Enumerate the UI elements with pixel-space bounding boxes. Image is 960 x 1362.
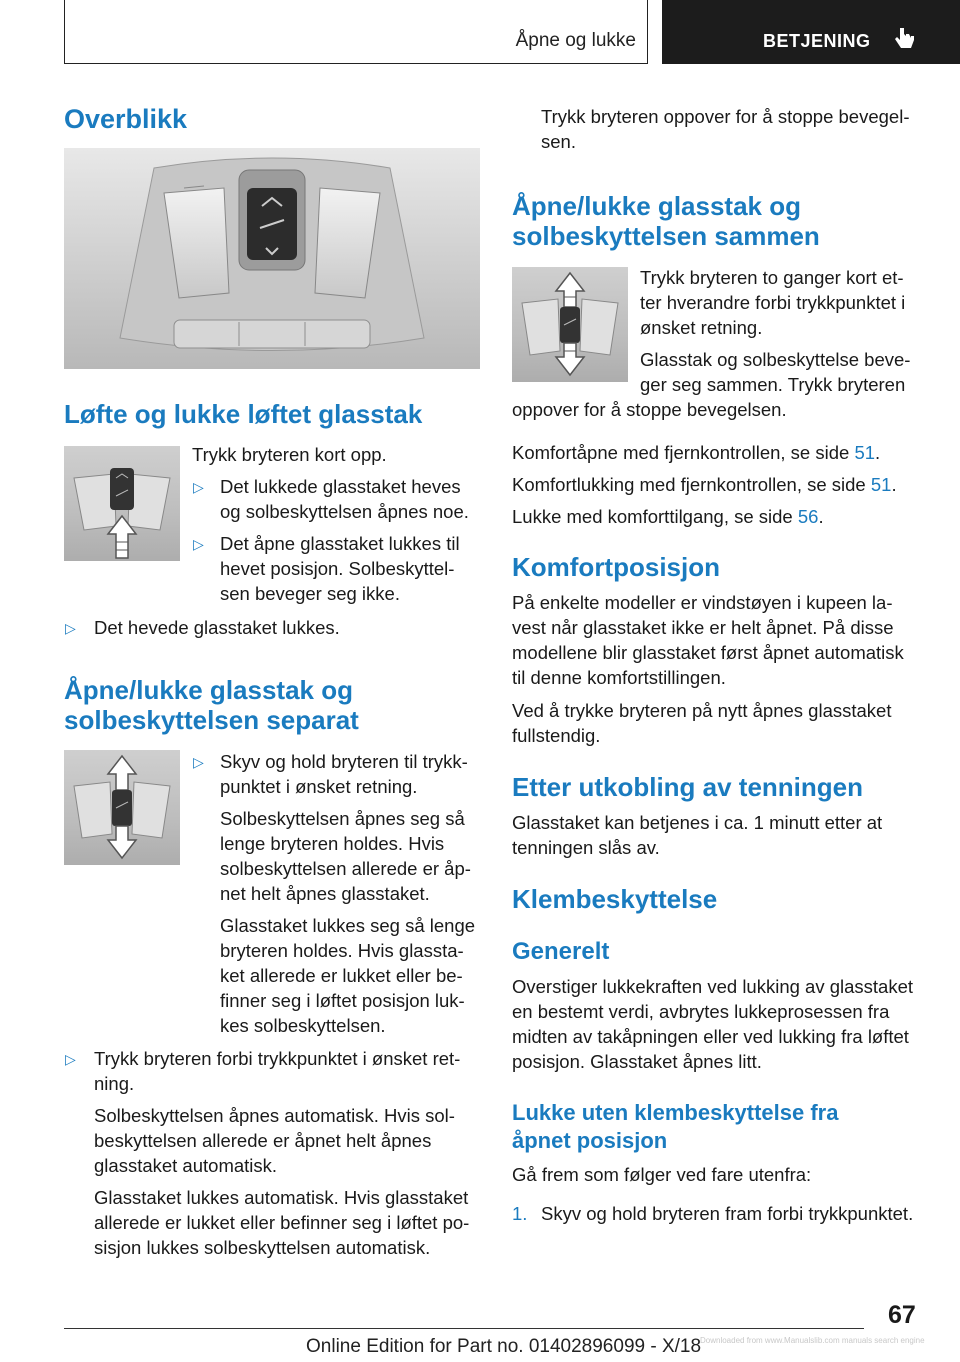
separate-bullet-1-line-1: Skyv og hold bryteren til trykk- xyxy=(220,751,468,772)
ref-comfort-open-text: Komfortåpne med fjernkontrollen, se side xyxy=(512,442,855,463)
close-intro: Gå frem som følger ved fare utenfra: xyxy=(512,1164,812,1185)
together-line-3: ønsket retning. xyxy=(640,317,763,338)
separate-switch-figure xyxy=(64,750,180,865)
heading-together-line-1: Åpne/lukke glasstak og xyxy=(512,191,801,221)
together-line-4: Glasstak og solbeskyttelse beve- xyxy=(640,349,911,370)
separate-para-2-line-1: Glasstaket lukkes seg så lenge xyxy=(220,915,476,936)
ref-comfort-close-text: Komfortlukking med fjernkontrollen, se side xyxy=(512,474,871,495)
general-line-3: midten av takåpningen eller ved lukking fra løftet xyxy=(512,1026,909,1047)
step-1-text: Skyv og hold bryteren fram forbi trykkpunktet. xyxy=(541,1203,914,1224)
footer-divider xyxy=(64,1328,864,1329)
separate-para-2-line-4: finner seg i løftet posisjon luk- xyxy=(220,990,465,1011)
heading-together-line-2: solbeskyttelsen sammen xyxy=(512,221,820,251)
ref-comfort-access: Lukke med komforttilgang, se side 56. xyxy=(512,506,824,527)
general-line-4: posisjon. Glasstaket åpnes litt. xyxy=(512,1051,762,1072)
separate-para-1-line-3: solbeskyttelsen allerede er åp- xyxy=(220,858,471,879)
separate-para-3-line-3: glasstaket automatisk. xyxy=(94,1155,278,1176)
heading-pinch-protection: Klembeskyttelse xyxy=(512,884,718,914)
ref-comfort-close-link[interactable]: 51 xyxy=(870,474,892,495)
bullet-triangle-icon: ▷ xyxy=(65,1051,76,1067)
heading-separate-line-2: solbeskyttelsen separat xyxy=(64,705,359,735)
separate-bullet-2-line-2: ning. xyxy=(94,1073,135,1094)
lift-bullet-3: Det hevede glasstaket lukkes. xyxy=(94,617,340,638)
ref-comfort-open-link[interactable]: 51 xyxy=(854,442,876,463)
comfort-line-6: fullstendig. xyxy=(512,725,601,746)
ref-comfort-open: Komfortåpne med fjernkontrollen, se side 51. xyxy=(512,442,881,463)
together-line-2: ter hverandre forbi trykkpunktet i xyxy=(640,292,906,313)
after-line-2: tenningen slås av. xyxy=(512,837,660,858)
together-line-1: Trykk bryteren to ganger kort et- xyxy=(640,267,904,288)
footer-edition: Online Edition for Part no. 01402896099 - X/18 xyxy=(306,1336,702,1357)
lift-bullet-2-line-3: sen beveger seg ikke. xyxy=(220,583,400,604)
bullet-triangle-icon: ▷ xyxy=(193,479,204,495)
hand-pointer-icon xyxy=(894,26,916,52)
lift-bullet-1-line-2: og solbeskyttelsen åpnes noe. xyxy=(220,501,469,522)
bullet-triangle-icon: ▷ xyxy=(193,754,204,770)
separate-para-4-line-2: allerede er lukket eller befinner seg i løftet po- xyxy=(94,1212,470,1233)
heading-close-without-line-1: Lukke uten klembeskyttelse fra xyxy=(512,1100,839,1125)
heading-lift: Løfte og lukke løftet glasstak xyxy=(64,399,423,429)
separate-para-1-line-2: lenge bryteren holdes. Hvis xyxy=(220,833,445,854)
header-chapter-tab[interactable] xyxy=(662,0,960,64)
lift-bullet-2-line-2: hevet posisjon. Solbeskyttel- xyxy=(220,558,455,579)
footer-watermark: Downloaded from www.Manualslib.com manuals search engine xyxy=(700,1336,925,1345)
comfort-line-1: På enkelte modeller er vindstøyen i kupeen la- xyxy=(512,592,893,613)
lift-intro: Trykk bryteren kort opp. xyxy=(192,444,387,465)
stop-line-1: Trykk bryteren oppover for å stoppe bevegel- xyxy=(541,106,910,127)
lift-bullet-1-line-1: Det lukkede glasstaket heves xyxy=(220,476,461,497)
separate-bullet-1-line-2: punktet i ønsket retning. xyxy=(220,776,418,797)
separate-para-3-line-2: beskyttelsen allerede er åpnet helt åpnes xyxy=(94,1130,432,1151)
comfort-line-3: modellene blir glasstaket først åpnet automatisk xyxy=(512,642,904,663)
together-line-5: ger seg sammen. Trykk bryteren xyxy=(640,374,906,395)
bullet-triangle-icon: ▷ xyxy=(193,536,204,552)
separate-para-4-line-3: sisjon lukkes solbeskyttelsen automatisk. xyxy=(94,1237,431,1258)
page-number: 67 xyxy=(888,1301,916,1329)
together-line-6: oppover for å stoppe bevegelsen. xyxy=(512,399,787,420)
comfort-line-4: til denne komfortstillingen. xyxy=(512,667,726,688)
heading-comfort-position: Komfortposisjon xyxy=(512,552,720,582)
ref-comfort-access-link[interactable]: 56 xyxy=(797,506,819,527)
comfort-line-2: vest når glasstaket ikke er helt åpnet. På disse xyxy=(512,617,894,638)
heading-separate-line-1: Åpne/lukke glasstak og xyxy=(64,675,353,705)
header-chapter-label: BETJENING xyxy=(763,31,871,51)
lift-bullet-2-line-1: Det åpne glasstaket lukkes til xyxy=(220,533,460,554)
comfort-line-5: Ved å trykke bryteren på nytt åpnes glasstaket xyxy=(512,700,892,721)
together-switch-figure xyxy=(512,267,628,382)
step-1-number: 1. xyxy=(512,1203,528,1224)
overview-photo xyxy=(64,148,480,369)
separate-para-2-line-2: bryteren holdes. Hvis glassta- xyxy=(220,940,464,961)
general-line-2: en bestemt verdi, avbrytes lukkeprosessen fra xyxy=(512,1001,890,1022)
heading-general: Generelt xyxy=(512,938,610,965)
bullet-triangle-icon: ▷ xyxy=(65,620,76,636)
lift-switch-figure xyxy=(64,446,180,561)
separate-bullet-2-line-1: Trykk bryteren forbi trykkpunktet i ønsket ret- xyxy=(94,1048,461,1069)
heading-close-without-line-2: åpnet posisjon xyxy=(512,1128,668,1153)
stop-line-2: sen. xyxy=(541,131,576,152)
ref-comfort-close: Komfortlukking med fjernkontrollen, se side 51. xyxy=(512,474,897,495)
after-line-1: Glasstaket kan betjenes i ca. 1 minutt etter at xyxy=(512,812,883,833)
heading-overview: Overblikk xyxy=(64,104,188,134)
header-section-title: Åpne og lukke xyxy=(515,30,636,51)
separate-para-2-line-5: kes solbeskyttelsen. xyxy=(220,1015,386,1036)
ref-comfort-access-text: Lukke med komforttilgang, se side xyxy=(512,506,798,527)
separate-para-2-line-3: ket allerede er lukket eller be- xyxy=(220,965,463,986)
general-line-1: Overstiger lukkekraften ved lukking av glasstaket xyxy=(512,976,914,997)
separate-para-4-line-1: Glasstaket lukkes automatisk. Hvis glasstaket xyxy=(94,1187,469,1208)
separate-para-1-line-1: Solbeskyttelsen åpnes seg så xyxy=(220,808,465,829)
separate-para-3-line-1: Solbeskyttelsen åpnes automatisk. Hvis sol- xyxy=(94,1105,455,1126)
separate-para-1-line-4: net helt åpnes glasstaket. xyxy=(220,883,430,904)
heading-after-ignition: Etter utkobling av tenningen xyxy=(512,772,864,802)
